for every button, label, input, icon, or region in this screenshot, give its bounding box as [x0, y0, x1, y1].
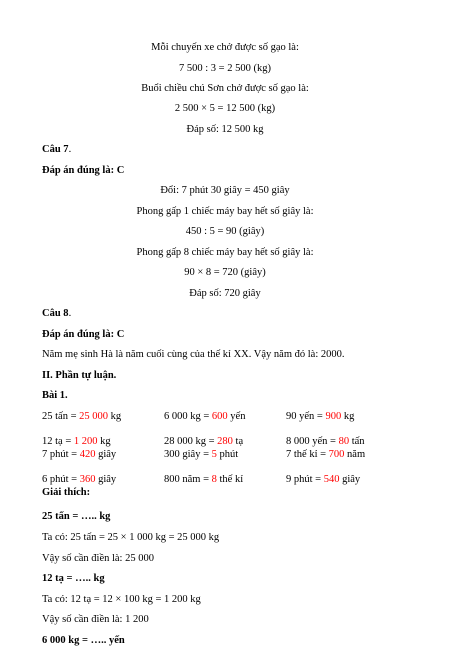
cell-prefix: 28 000 kg =: [164, 436, 218, 447]
cell-prefix: 6 000 kg =: [164, 411, 212, 422]
q7-line: Đổi: 7 phút 30 giây = 450 giây: [160, 185, 290, 196]
cell-prefix: 8 000 yến =: [286, 436, 339, 447]
cell-prefix: 9 phút =: [286, 474, 324, 485]
question-7-title: [42, 144, 71, 155]
question-title-dot: .: [68, 144, 72, 155]
cell-answer: 600: [211, 411, 228, 422]
explanation-item: Vậy số cần điền là: 25 000: [42, 553, 154, 564]
cell-answer: 360: [79, 474, 96, 485]
cell-suffix: giây: [339, 474, 361, 485]
question-8-answer: Đáp án đúng là: C: [42, 329, 125, 340]
question-8-title: [42, 308, 71, 319]
part-2-heading: II. Phần tự luận.: [42, 370, 117, 381]
cell-suffix: tạ: [232, 436, 244, 447]
grid-cell: [164, 411, 245, 422]
cell-answer: 5: [211, 449, 217, 460]
cell-answer: 80: [338, 436, 350, 447]
solution-line: Mỗi chuyến xe chở được số gạo là:: [151, 42, 299, 53]
cell-prefix: 25 tấn =: [42, 411, 80, 422]
solution-line: 7 500 : 3 = 2 500 (kg): [179, 63, 271, 74]
explanation-item: Ta có: 12 tạ = 12 × 100 kg = 1 200 kg: [42, 594, 201, 605]
explanation-item: Ta có: 25 tấn = 25 × 1 000 kg = 25 000 kg: [42, 532, 220, 543]
grid-cell: [286, 411, 354, 422]
cell-answer: 900: [325, 411, 342, 422]
grid-cell: [286, 474, 360, 485]
question-7-answer: Đáp án đúng là: C: [42, 165, 125, 176]
q7-line: 90 × 8 = 720 (giây): [184, 267, 266, 278]
cell-suffix: phút: [216, 449, 239, 460]
explanation-item-heading: 25 tấn = ….. kg: [42, 511, 111, 522]
cell-answer: 280: [217, 436, 233, 447]
exercise-1-title: Bài 1.: [42, 390, 68, 401]
cell-suffix: yến: [227, 411, 246, 422]
grid-cell: [42, 474, 116, 485]
cell-suffix: kg: [97, 436, 111, 447]
explanation-item-heading: 12 tạ = ….. kg: [42, 573, 105, 584]
cell-suffix: kg: [341, 411, 355, 422]
q7-line: 450 : 5 = 90 (giây): [185, 226, 265, 237]
cell-suffix: năm: [344, 449, 366, 460]
cell-prefix: 6 phút =: [42, 474, 80, 485]
cell-suffix: giây: [95, 449, 117, 460]
grid-cell: [286, 436, 365, 447]
cell-prefix: 300 giây =: [164, 449, 212, 460]
grid-cell: [42, 436, 111, 447]
cell-answer: 25 000: [79, 411, 108, 422]
grid-cell: [164, 449, 238, 460]
solution-line: Buổi chiều chú Sơn chở được số gạo là:: [141, 83, 309, 94]
q7-line: Phong gấp 1 chiếc máy bay hết số giây là:: [136, 206, 314, 217]
cell-answer: 700: [328, 449, 345, 460]
cell-prefix: 12 tạ =: [42, 436, 74, 447]
grid-cell: [164, 436, 243, 447]
cell-answer: 540: [323, 474, 340, 485]
question-title-text: Câu 8: [42, 308, 69, 319]
q7-line: Phong gấp 8 chiếc máy bay hết số giây là:: [136, 247, 314, 258]
cell-prefix: 90 yến =: [286, 411, 326, 422]
cell-answer: 8: [211, 474, 217, 485]
grid-cell: [164, 474, 243, 485]
solution-line: Đáp số: 12 500 kg: [186, 124, 264, 135]
cell-prefix: 800 năm =: [164, 474, 212, 485]
cell-suffix: kg: [108, 411, 122, 422]
explanation-item-heading: 6 000 kg = ….. yến: [42, 635, 125, 646]
solution-line: 2 500 × 5 = 12 500 (kg): [174, 103, 276, 114]
cell-prefix: 7 thế kỉ =: [286, 449, 329, 460]
explanation-title: Giải thích:: [42, 487, 91, 498]
question-8-text: Năm mẹ sinh Hà là năm cuối cùng của thế kỉ XX. Vậy năm đó là: 2000.: [42, 349, 345, 360]
question-title-text: Câu 7: [42, 144, 69, 155]
cell-suffix: thế kỉ: [216, 474, 244, 485]
cell-suffix: tấn: [349, 436, 365, 447]
q7-line: Đáp số: 720 giây: [189, 288, 261, 299]
cell-answer: 1 200: [73, 436, 98, 447]
grid-cell: [286, 449, 365, 460]
grid-cell: [42, 449, 116, 460]
explanation-item: Vậy số cần điền là: 1 200: [42, 614, 149, 625]
cell-prefix: 7 phút =: [42, 449, 80, 460]
cell-suffix: giây: [95, 474, 117, 485]
grid-cell: [42, 411, 121, 422]
question-title-dot: .: [68, 308, 72, 319]
cell-answer: 420: [79, 449, 96, 460]
